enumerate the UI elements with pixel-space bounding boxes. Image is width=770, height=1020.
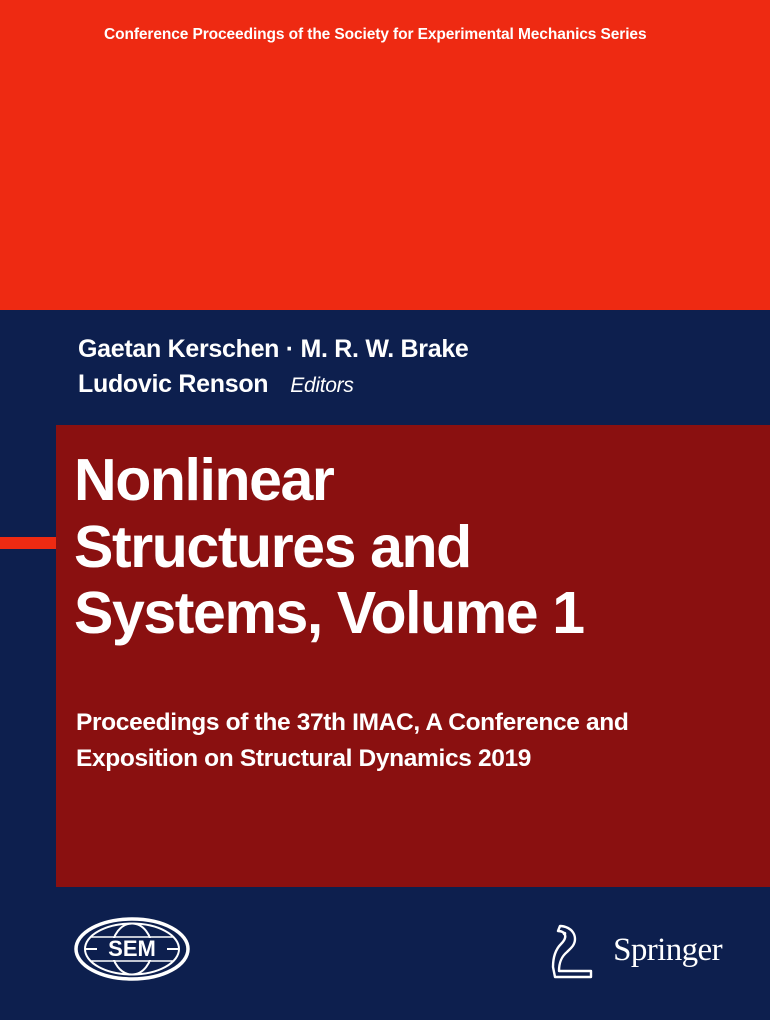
spine-accent-bar: [0, 537, 56, 549]
springer-knight-icon: [547, 921, 599, 979]
book-subtitle: [76, 705, 726, 776]
publisher-name: Springer: [613, 931, 722, 968]
book-subtitle-line-1: Proceedings of the 37th IMAC, A Conference and: [76, 709, 629, 736]
editors-role-label: Editors: [290, 373, 354, 397]
spine-strip: [0, 425, 56, 1020]
series-band: [0, 0, 770, 310]
book-title: [74, 447, 734, 647]
editors-block: [78, 332, 738, 401]
editors-line-1: Gaetan Kerschen · M. R. W. Brake: [78, 335, 469, 363]
editors-line-2-wrapper: [78, 367, 738, 402]
book-title-line-3: Systems, Volume 1: [74, 580, 584, 647]
book-title-line-1: Nonlinear: [74, 447, 334, 513]
series-title: Conference Proceedings of the Society for Experimental Mechanics Series: [104, 26, 647, 43]
editors-line-2: Ludovic Renson: [78, 369, 269, 398]
book-subtitle-line-2: Exposition on Structural Dynamics 2019: [76, 744, 532, 772]
sem-logo: [74, 912, 190, 986]
publisher-logo: [547, 920, 722, 980]
book-title-line-2: Structures and: [74, 513, 471, 580]
sem-logo-text: SEM: [108, 936, 156, 961]
